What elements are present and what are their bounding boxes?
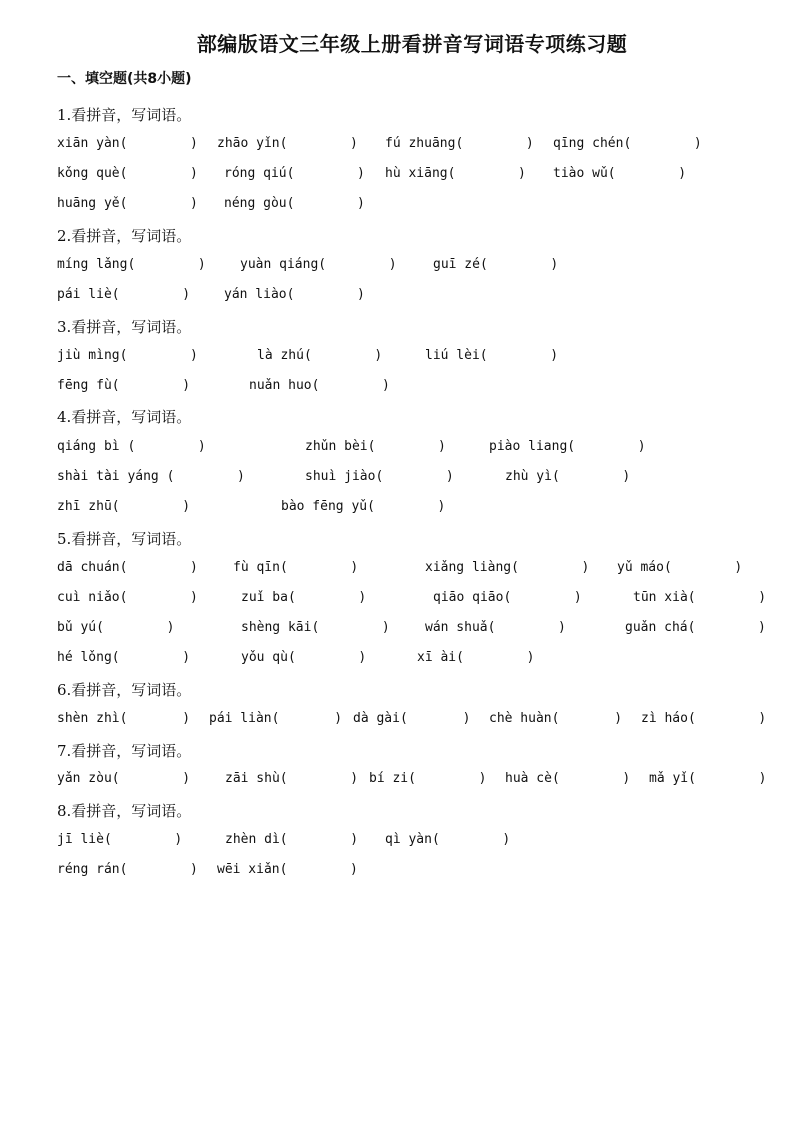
question-5-label: 5.看拼音，写词语。 xyxy=(57,530,192,548)
pinyin-blank[interactable]: nuǎn huo( ) xyxy=(249,378,390,393)
pinyin-blank[interactable]: kǒng què( ) xyxy=(57,166,198,181)
pinyin-blank[interactable]: hù xiāng( ) xyxy=(385,166,526,181)
question-7-label: 7.看拼音，写词语。 xyxy=(57,742,192,760)
pinyin-blank[interactable]: zhǔn bèi( ) xyxy=(305,439,446,454)
pinyin-blank[interactable]: pái liè( ) xyxy=(57,287,191,302)
pinyin-blank[interactable]: bǔ yú( ) xyxy=(57,620,175,635)
pinyin-blank[interactable]: shuì jiào( ) xyxy=(305,469,454,484)
pinyin-blank[interactable]: shài tài yáng ( ) xyxy=(57,469,245,484)
pinyin-blank[interactable]: guī zé( ) xyxy=(433,257,559,272)
pinyin-blank[interactable]: shèng kāi( ) xyxy=(241,620,390,635)
pinyin-blank[interactable]: qiáng bì ( ) xyxy=(57,439,206,454)
pinyin-blank[interactable]: zhāo yǐn( ) xyxy=(217,136,358,151)
pinyin-blank[interactable]: là zhú( ) xyxy=(257,348,383,363)
question-6-row-1 xyxy=(57,711,777,731)
pinyin-blank[interactable]: xiǎng liàng( ) xyxy=(425,560,590,575)
pinyin-blank[interactable]: zhī zhū( ) xyxy=(57,499,191,514)
pinyin-blank[interactable]: bí zi( ) xyxy=(369,771,487,786)
pinyin-blank[interactable]: yǎn zòu( ) xyxy=(57,771,191,786)
pinyin-blank[interactable]: qiāo qiāo( ) xyxy=(433,590,582,605)
pinyin-blank[interactable]: zì háo( ) xyxy=(641,711,767,726)
pinyin-blank[interactable]: xī ài( ) xyxy=(417,650,535,665)
pinyin-blank[interactable]: zāi shù( ) xyxy=(225,771,359,786)
question-2-row-1 xyxy=(57,257,777,277)
pinyin-blank[interactable]: róng qiú( ) xyxy=(224,166,365,181)
pinyin-blank[interactable]: zhèn dì( ) xyxy=(225,832,359,847)
pinyin-blank[interactable]: wán shuǎ( ) xyxy=(425,620,566,635)
pinyin-blank[interactable]: piào liang( ) xyxy=(489,439,646,454)
question-4-label: 4.看拼音，写词语。 xyxy=(57,408,192,426)
pinyin-blank[interactable]: xiān yàn( ) xyxy=(57,136,198,151)
question-1-label: 1.看拼音，写词语。 xyxy=(57,106,192,124)
pinyin-blank[interactable]: míng lǎng( ) xyxy=(57,257,206,272)
pinyin-blank[interactable]: néng gòu( ) xyxy=(224,196,365,211)
pinyin-blank[interactable]: fù qīn( ) xyxy=(233,560,359,575)
section-heading: 一、填空题(共8小题) xyxy=(57,71,192,87)
pinyin-blank[interactable]: guǎn chá( ) xyxy=(625,620,766,635)
question-5-row-4 xyxy=(57,650,777,670)
question-7-row-1 xyxy=(57,771,777,791)
pinyin-blank[interactable]: fēng fù( ) xyxy=(57,378,191,393)
question-4-row-1 xyxy=(57,439,777,459)
question-8-label: 8.看拼音，写词语。 xyxy=(57,802,192,820)
question-1-row-1 xyxy=(57,136,777,156)
question-5-row-1 xyxy=(57,560,777,580)
pinyin-blank[interactable]: qīng chén( ) xyxy=(553,136,702,151)
pinyin-blank[interactable]: wēi xiǎn( ) xyxy=(217,862,358,877)
question-8-row-1 xyxy=(57,832,777,852)
pinyin-blank[interactable]: fú zhuāng( ) xyxy=(385,136,534,151)
pinyin-blank[interactable]: dà gài( ) xyxy=(353,711,471,726)
pinyin-blank[interactable]: jiù mìng( ) xyxy=(57,348,198,363)
pinyin-blank[interactable]: bào fēng yǔ( ) xyxy=(281,499,446,514)
pinyin-blank[interactable]: chè huàn( ) xyxy=(489,711,623,726)
page-title: 部编版语文三年级上册看拼音写词语专项练习题 xyxy=(196,32,628,56)
question-3-row-1 xyxy=(57,348,777,368)
pinyin-blank[interactable]: zhù yì( ) xyxy=(505,469,631,484)
pinyin-blank[interactable]: yǒu qù( ) xyxy=(241,650,367,665)
pinyin-blank[interactable]: yán liào( ) xyxy=(224,287,365,302)
pinyin-blank[interactable]: hé lǒng( ) xyxy=(57,650,191,665)
question-5-row-2 xyxy=(57,590,777,610)
pinyin-blank[interactable]: mǎ yǐ( ) xyxy=(649,771,767,786)
question-4-row-3 xyxy=(57,499,777,519)
pinyin-blank[interactable]: cuì niǎo( ) xyxy=(57,590,198,605)
pinyin-blank[interactable]: dā chuán( ) xyxy=(57,560,198,575)
question-6-label: 6.看拼音，写词语。 xyxy=(57,681,192,699)
pinyin-blank[interactable]: tūn xià( ) xyxy=(633,590,767,605)
pinyin-blank[interactable]: jī liè( ) xyxy=(57,832,183,847)
pinyin-blank[interactable]: tiào wǔ( ) xyxy=(553,166,687,181)
question-8-row-2 xyxy=(57,862,777,882)
question-1-row-3 xyxy=(57,196,777,216)
pinyin-blank[interactable]: liú lèi( ) xyxy=(425,348,559,363)
question-3-label: 3.看拼音，写词语。 xyxy=(57,318,192,336)
pinyin-blank[interactable]: zuǐ ba( ) xyxy=(241,590,367,605)
pinyin-blank[interactable]: yǔ máo( ) xyxy=(617,560,743,575)
pinyin-blank[interactable]: pái liàn( ) xyxy=(209,711,343,726)
question-1-row-2 xyxy=(57,166,777,186)
pinyin-blank[interactable]: yuàn qiáng( ) xyxy=(240,257,397,272)
pinyin-blank[interactable]: shèn zhì( ) xyxy=(57,711,191,726)
question-5-row-3 xyxy=(57,620,777,640)
question-2-row-2 xyxy=(57,287,777,307)
pinyin-blank[interactable]: huāng yě( ) xyxy=(57,196,198,211)
pinyin-blank[interactable]: réng rán( ) xyxy=(57,862,198,877)
question-2-label: 2.看拼音，写词语。 xyxy=(57,227,192,245)
question-4-row-2 xyxy=(57,469,777,489)
question-3-row-2 xyxy=(57,378,777,398)
pinyin-blank[interactable]: huà cè( ) xyxy=(505,771,631,786)
pinyin-blank[interactable]: qì yàn( ) xyxy=(385,832,511,847)
